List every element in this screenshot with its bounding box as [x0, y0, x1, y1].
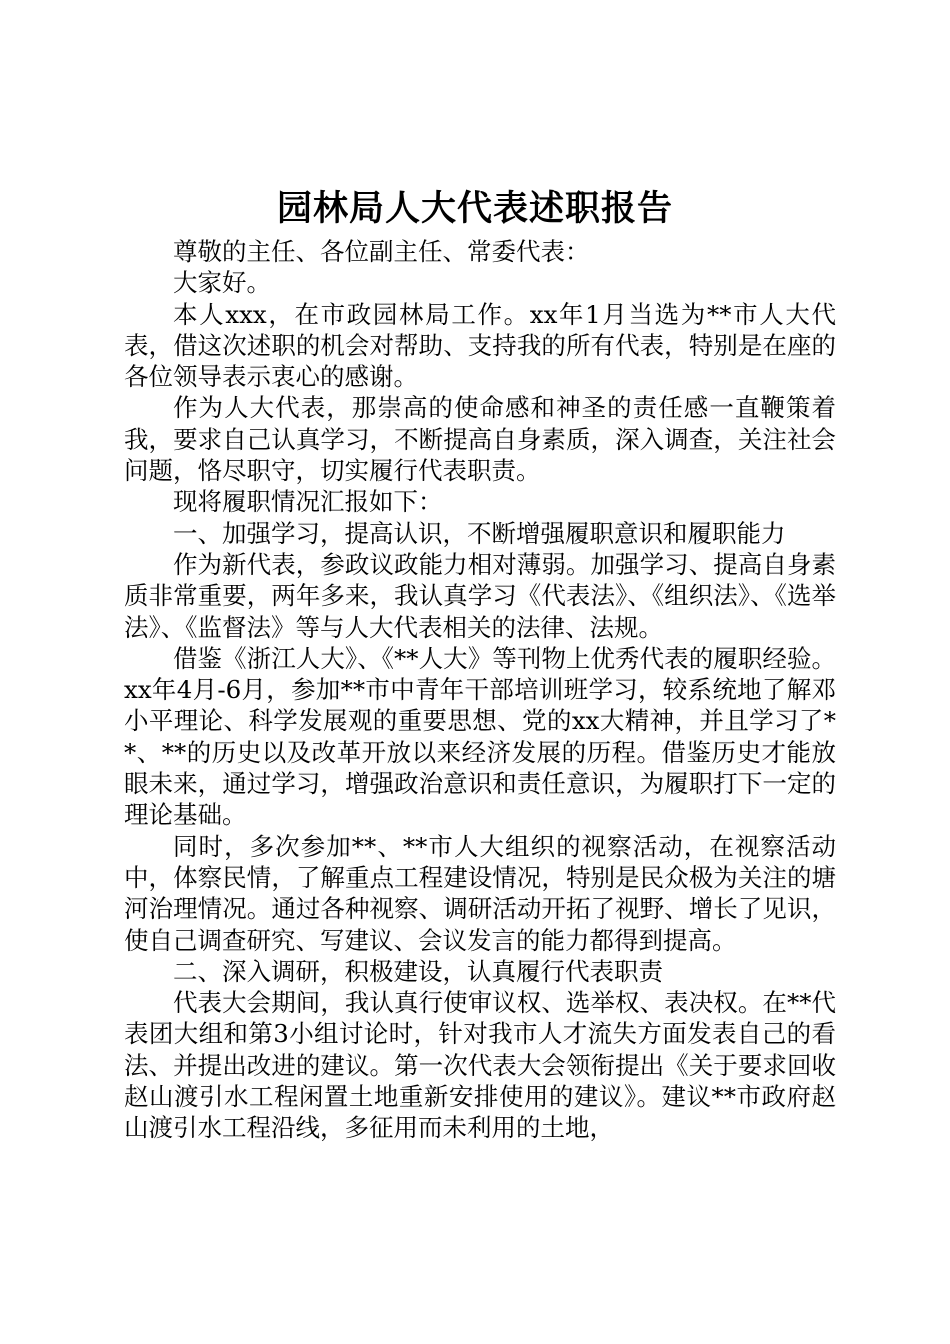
section-heading: 二、深入调研，积极建设，认真履行代表职责: [173, 956, 663, 986]
body-paragraph: 同时，多次参加**、**市人大组织的视察活动，在视察活动中，体察民情，了解重点工程建设情况，特别是民众极为关注的塘河治理情况。通过各种视察、调研活动开拓了视野、增长了见识，使自己调查研究、写建议、会议发言的能力都得到提高。: [124, 831, 836, 955]
body-paragraph: 代表大会期间，我认真行使审议权、选举权、表决权。在**代表团大组和第3小组讨论时，针对我市人才流失方面发表自己的看法、并提出改进的建议。第一次代表大会领衔提出《关于要求回收赵山渡引水工程闲置土地重新安排使用的建议》。建议**市政府赵山渡引水工程沿线，多征用而未利用的土地，: [124, 988, 836, 1143]
body-paragraph: 借鉴《浙江人大》、《**人大》等刊物上优秀代表的履职经验。xx年4月-6月，参加**市中青年干部培训班学习，较系统地了解邓小平理论、科学发展观的重要思想、党的xx大精神，并且学习了**、**的历史以及改革开放以来经济发展的历程。借鉴历史才能放眼未来，通过学习，增强政治意识和责任意识，为履职打下一定的理论基础。: [124, 643, 836, 830]
section-heading: 一、加强学习，提高认识，不断增强履职意识和履职能力: [173, 518, 786, 548]
salutation: 尊敬的主任、各位副主任、常委代表：: [173, 237, 590, 266]
body-paragraph: 本人xxx，在市政园林局工作。xx年1月当选为**市人大代表，借这次述职的机会对帮助、支持我的所有代表，特别是在座的各位领导表示衷心的感谢。: [124, 299, 836, 392]
greeting: 大家好。: [173, 268, 271, 298]
body-paragraph: 作为人大代表，那崇高的使命感和神圣的责任感一直鞭策着我，要求自己认真学习，不断提高自身素质，深入调查，关注社会问题，恪尽职守，切实履行代表职责。: [124, 393, 836, 486]
body-paragraph: 现将履职情况汇报如下：: [173, 487, 443, 517]
body-paragraph: 作为新代表，参政议政能力相对薄弱。加强学习、提高自身素质非常重要，两年多来，我认真学习《代表法》、《组织法》、《选举法》、《监督法》等与人大代表相关的法律、法规。: [124, 549, 836, 642]
document-title: 园林局人大代表述职报告: [276, 188, 673, 229]
document-body: [124, 236, 836, 1144]
